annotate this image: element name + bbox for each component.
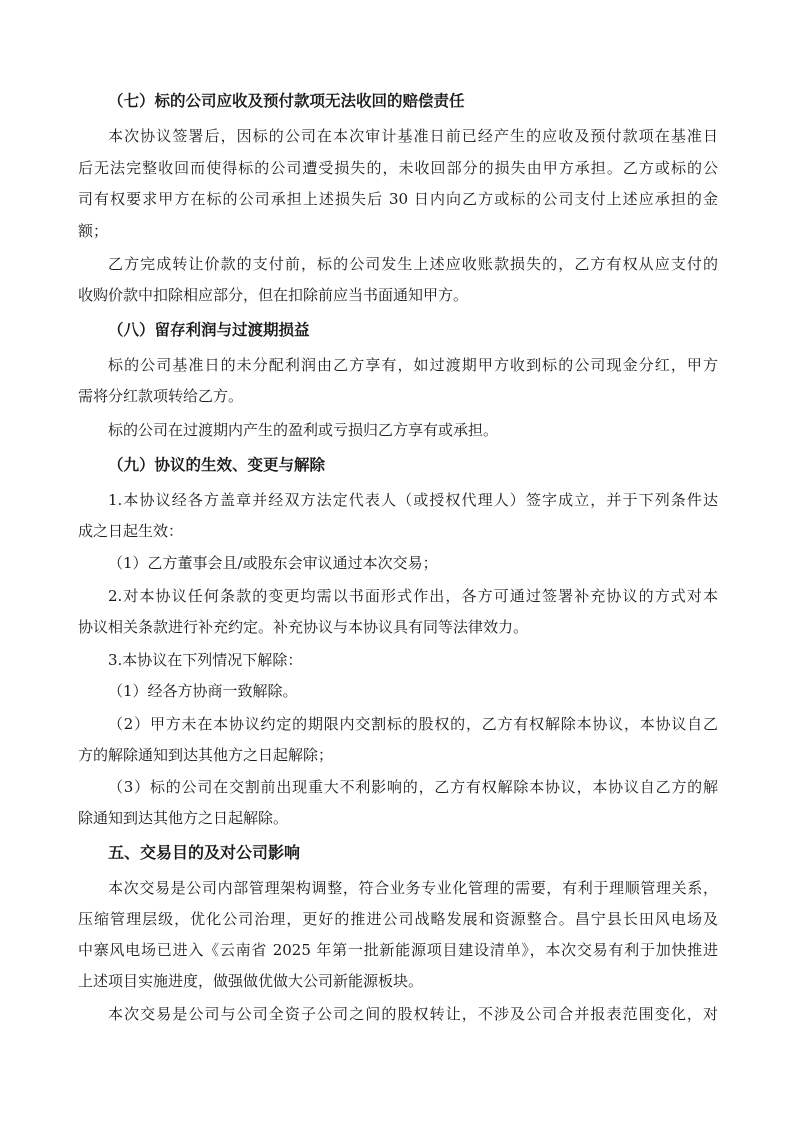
paragraph-line: 本次交易是公司与公司全资子公司之间的股权转让，不涉及公司合并报表范围变化，对 <box>108 1005 718 1023</box>
paragraph-line: （2）甲方未在本协议约定的期限内交割标的股权的，乙方有权解除本协议，本协议自乙 <box>108 715 718 733</box>
paragraph-line: 压缩管理层级，优化公司治理，更好的推进公司战略发展和资源整合。昌宁县长田风电场及 <box>78 910 718 928</box>
paragraph-line: 后无法完整收回而使得标的公司遭受损失的，未收回部分的损失由甲方承担。乙方或标的公 <box>78 159 718 177</box>
paragraph-line: 3.本协议在下列情况下解除： <box>108 651 303 669</box>
paragraph-line: （3）标的公司在交割前出现重大不利影响的，乙方有权解除本协议，本协议自乙方的解 <box>108 778 718 796</box>
paragraph-line: 1.本协议经各方盖章并经双方法定代表人（或授权代理人）签字成立，并于下列条件达 <box>108 491 718 509</box>
paragraph-line: 标的公司在过渡期内产生的盈利或亏损归乙方享有或承担。 <box>108 421 499 439</box>
paragraph-line: 中寨风电场已进入《云南省 2025 年第一批新能源项目建设清单》，本次交易有利于加快推进 <box>78 941 718 959</box>
section-heading-5: 五、交易目的及对公司影响 <box>108 843 301 862</box>
section-heading-7: （七）标的公司应收及预付款项无法收回的赔偿责任 <box>108 92 465 110</box>
paragraph-line: 协议相关条款进行补充约定。补充协议与本协议具有同等法律效力。 <box>78 618 529 636</box>
paragraph-line: 成之日起生效： <box>78 522 184 540</box>
paragraph-line: 除通知到达其他方之日起解除。 <box>78 809 289 827</box>
paragraph-line: 2.对本协议任何条款的变更均需以书面形式作出，各方可通过签署补充协议的方式对本 <box>108 587 718 605</box>
paragraph-line: 收购价款中扣除相应部分，但在扣除前应当书面通知甲方。 <box>78 286 469 304</box>
paragraph-line: 本次交易是公司内部管理架构调整，符合业务专业化管理的需要，有利于理顺管理关系， <box>108 879 718 897</box>
paragraph-line: 上述项目实施进度，做强做优做大公司新能源板块。 <box>78 972 424 990</box>
paragraph-line: 司有权要求甲方在标的公司承担上述损失后 30 日内向乙方或标的公司支付上述应承担的金 <box>78 190 718 208</box>
paragraph-line: 额； <box>78 222 109 240</box>
paragraph-line: （1）乙方董事会且/或股东会审议通过本次交易； <box>108 554 438 572</box>
paragraph-line: 需将分红款项转给乙方。 <box>78 387 244 405</box>
section-heading-8: （八）留存利润与过渡期损益 <box>108 321 310 339</box>
paragraph-line: 方的解除通知到达其他方之日起解除； <box>78 746 334 764</box>
paragraph-line: 标的公司基准日的未分配利润由乙方享有，如过渡期甲方收到标的公司现金分红，甲方 <box>108 356 718 374</box>
section-heading-9: （九）协议的生效、变更与解除 <box>108 456 326 474</box>
paragraph-line: 本次协议签署后，因标的公司在本次审计基准日前已经产生的应收及预付款项在基准日 <box>108 127 718 145</box>
paragraph-line: （1）经各方协商一致解除。 <box>108 682 298 700</box>
paragraph-line: 乙方完成转让价款的支付前，标的公司发生上述应收账款损失的，乙方有权从应支付的 <box>108 255 718 273</box>
